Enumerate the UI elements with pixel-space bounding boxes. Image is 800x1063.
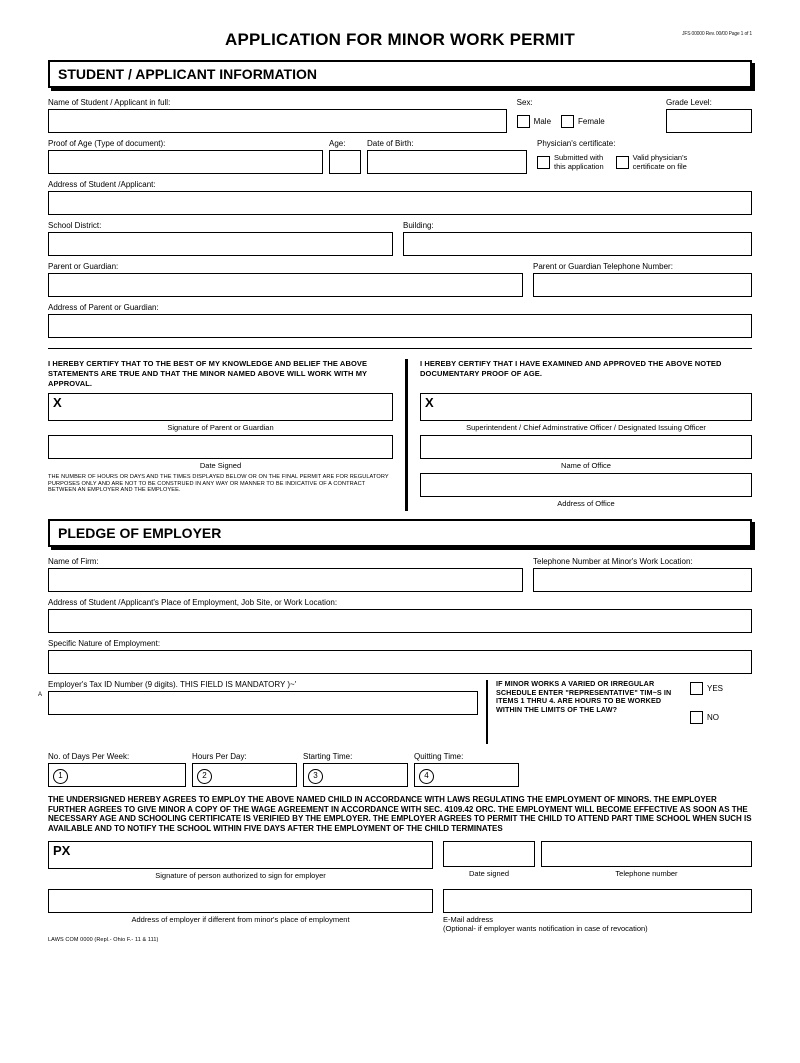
officer-signature-input[interactable] <box>420 393 752 421</box>
building-label: Building: <box>403 221 434 230</box>
parent-guardian-input[interactable] <box>48 273 523 297</box>
age-label: Age: <box>329 139 346 148</box>
employer-date-signed-caption: Date signed <box>468 869 510 879</box>
proof-of-age-label: Proof of Age (Type of document): <box>48 139 166 148</box>
employer-signature-row <box>48 841 752 883</box>
parent-signature-caption: Signature of Parent or Guardian <box>167 423 274 432</box>
parent-phone-label: Parent or Guardian Telephone Number: <box>533 262 673 271</box>
varied-divider <box>486 680 488 744</box>
page-title: APPLICATION FOR MINOR WORK PERMIT <box>224 30 576 49</box>
title-row <box>48 28 752 54</box>
footer-form-code: LAWS COM 0000 (Repl.- Ohio F.- 11 & 111) <box>48 937 159 944</box>
field-number-2: 2 <box>197 769 212 784</box>
parent-date-signed-input[interactable] <box>48 435 393 459</box>
firm-name-label: Name of Firm: <box>48 557 99 566</box>
employer-telephone-caption: Telephone number <box>615 869 678 879</box>
firm-name-input[interactable] <box>48 568 523 592</box>
employer-signature-caption: Signature of person authorized to sign for employer <box>155 871 326 881</box>
student-name-input[interactable] <box>48 109 507 133</box>
sex-male-option[interactable] <box>517 115 551 128</box>
quitting-time-label: Quitting Time: <box>414 752 464 761</box>
parent-address-label: Address of Parent or Guardian: <box>48 303 159 312</box>
officer-certification-text: I HEREBY CERTIFY THAT I HAVE EXAMINED AND APPROVED THE ABOVE NOTED DOCUMENTARY PROOF OF AGE. <box>420 359 722 378</box>
sex-male-label: Male <box>533 116 552 126</box>
varied-no-option[interactable] <box>690 711 752 724</box>
section-divider <box>48 348 752 349</box>
days-per-week-label: No. of Days Per Week: <box>48 752 130 761</box>
signature-x-mark: X <box>53 395 62 410</box>
nature-of-employment-label: Specific Nature of Employment: <box>48 639 161 648</box>
certification-divider <box>405 359 408 511</box>
certification-block <box>48 359 752 511</box>
tax-id-label: Employer's Tax ID Number (9 digits). THIS FIELD IS MANDATORY )~' <box>48 680 297 689</box>
grade-level-label: Grade Level: <box>666 98 712 107</box>
parent-address-field <box>48 303 752 338</box>
signature-x-mark: PX <box>53 843 71 859</box>
proof-age-dob-row <box>48 139 752 174</box>
work-phone-label: Telephone Number at Minor's Work Location: <box>533 557 693 566</box>
parent-address-input[interactable] <box>48 314 752 338</box>
proof-of-age-input[interactable] <box>48 150 323 174</box>
school-district-label: School District: <box>48 221 102 230</box>
physician-submitted-option[interactable] <box>537 153 604 171</box>
days-per-week-input[interactable] <box>48 763 186 787</box>
field-number-3: 3 <box>308 769 323 784</box>
checkbox-icon[interactable] <box>690 711 703 724</box>
parent-date-signed-caption: Date Signed <box>199 461 242 470</box>
work-address-field <box>48 598 752 633</box>
checkbox-icon[interactable] <box>537 156 550 169</box>
name-sex-grade-row <box>48 98 752 133</box>
signature-x-mark: X <box>425 395 434 410</box>
parent-guardian-label: Parent or Guardian: <box>48 262 119 271</box>
sex-label: Sex: <box>516 98 533 107</box>
student-section-title: STUDENT / APPLICANT INFORMATION <box>58 66 317 82</box>
employer-email-sublabel: (Optional- if employer wants notification in case of revocation) <box>443 924 648 934</box>
student-name-label: Name of Student / Applicant in full: <box>48 98 171 107</box>
employer-section-banner <box>48 519 752 547</box>
student-address-input[interactable] <box>48 191 752 215</box>
employer-agreement-text: THE UNDERSIGNED HEREBY AGREES TO EMPLOY THE ABOVE NAMED CHILD IN ACCORDANCE WITH LAWS REGULATING THE EMPLOYMENT OF MINORS. THE EMPLOYER FURTHER AGREES TO GIVE MINOR A COPY OF THE WAGE AGREEMENT IN ACCORDANCE WITH SEC. 4109.42 ORC. THE EMPLOYMENT WILL BECOME EFFECTIVE AS SOON AS THE NECESSARY AGE AND SCHOOLING CERTIFICATE IS VERIFIED BY THE EMPLOYER. THE EMPLOYER AGREES TO PERMIT THE CHILD TO ATTEND PART TIME SCHOOL WHEN SUCH IS AVAILABLE AND TO NOTIFY THE SCHOOL WITHIN FIVE DAYS AFTER THE EMPLOYMENT OF THE CHILD TERMINATES <box>48 795 752 833</box>
parent-certification-text: I HEREBY CERTIFY THAT TO THE BEST OF MY KNOWLEDGE AND BELIEF THE ABOVE STATEMENTS ARE TRUE AND THAT THE MINOR NAMED ABOVE WILL WORK WITH MY APPROVAL. <box>48 359 368 388</box>
parent-signature-input[interactable] <box>48 393 393 421</box>
date-of-birth-input[interactable] <box>367 150 527 174</box>
officer-certification <box>420 359 752 511</box>
taxid-side-mark: A <box>38 692 43 698</box>
student-address-label: Address of Student /Applicant: <box>48 180 156 189</box>
employer-address-email-row <box>48 889 752 933</box>
grade-level-input[interactable] <box>666 109 752 133</box>
form-code: JFS 00000 Rev. 00/00 Page 1 of 1 <box>682 31 752 37</box>
varied-no-label: NO <box>707 713 719 722</box>
starting-time-input[interactable] <box>303 763 408 787</box>
work-address-input[interactable] <box>48 609 752 633</box>
work-phone-input[interactable] <box>533 568 752 592</box>
parent-phone-input[interactable] <box>533 273 752 297</box>
hours-fineprint: THE NUMBER OF HOURS OR DAYS AND THE TIMES DISPLAYED BELOW OR ON THE FINAL PERMIT ARE FOR REGULATORY PURPOSES ONLY AND ARE NOT TO BE CONSTRUED IN ANY WAY OR MANNER TO BE INDICATIVE OF A CONTRACT BETWEEN AN EMPLOYER AND THE EMPLOYEE. <box>48 474 389 494</box>
physician-submitted-label: Submitted with this application <box>554 153 604 171</box>
office-address-caption: Address of Office <box>557 499 615 508</box>
quitting-time-input[interactable] <box>414 763 519 787</box>
checkbox-icon[interactable] <box>616 156 629 169</box>
employer-email-label: E-Mail address <box>443 915 494 925</box>
tax-id-input[interactable] <box>48 691 478 715</box>
parent-phone-row <box>48 262 752 297</box>
checkbox-icon[interactable] <box>517 115 530 128</box>
employer-email-input[interactable] <box>443 889 752 913</box>
office-name-caption: Name of Office <box>561 461 611 470</box>
sex-female-label: Female <box>578 116 605 126</box>
parent-certification <box>48 359 393 511</box>
officer-signature-caption: Superintendent / Chief Adminstrative Officer / Designated Issuing Officer <box>466 423 706 432</box>
employer-telephone-input[interactable] <box>541 841 752 867</box>
schedule-row <box>48 752 752 787</box>
hours-per-day-input[interactable] <box>192 763 297 787</box>
office-address-input[interactable] <box>420 473 752 497</box>
firm-phone-row <box>48 557 752 592</box>
varied-yes-label: YES <box>707 684 724 693</box>
age-input[interactable] <box>329 150 361 174</box>
employer-address-caption: Address of employer if different from minor's place of employment <box>131 915 350 925</box>
date-of-birth-label: Date of Birth: <box>367 139 414 148</box>
student-section-banner <box>48 60 752 88</box>
starting-time-label: Starting Time: <box>303 752 353 761</box>
employer-date-signed-input[interactable] <box>443 841 535 867</box>
nature-of-employment-input[interactable] <box>48 650 752 674</box>
building-input[interactable] <box>403 232 752 256</box>
varied-schedule-text: IF MINOR WORKS A VARIED OR IRREGULAR SCHEDULE ENTER "REPRESENTATIVE" TIM~S IN ITEMS 1 THRU 4. ARE HOURS TO BE WORKED WITHIN THE LIMITS OF THE LAW? <box>496 679 672 714</box>
employer-signature-input[interactable] <box>48 841 433 869</box>
physician-certificate-label: Physician's certificate: <box>537 139 616 148</box>
checkbox-icon[interactable] <box>561 115 574 128</box>
employer-address-input[interactable] <box>48 889 433 913</box>
employer-section-title: PLEDGE OF EMPLOYER <box>58 525 222 541</box>
student-address-field <box>48 180 752 215</box>
varied-yes-option[interactable] <box>690 682 752 695</box>
district-building-row <box>48 221 752 256</box>
office-name-input[interactable] <box>420 435 752 459</box>
school-district-input[interactable] <box>48 232 393 256</box>
field-number-4: 4 <box>419 769 434 784</box>
taxid-varied-row <box>38 679 752 744</box>
hours-per-day-label: Hours Per Day: <box>192 752 247 761</box>
physician-on-file-label: Valid physician's certificate on file <box>632 153 688 171</box>
sex-female-option[interactable] <box>561 115 605 128</box>
field-number-1: 1 <box>53 769 68 784</box>
physician-on-file-option[interactable] <box>616 153 688 171</box>
work-address-label: Address of Student /Applicant's Place of Employment, Job Site, or Work Location: <box>48 598 338 607</box>
checkbox-icon[interactable] <box>690 682 703 695</box>
nature-of-employment-field <box>48 639 752 674</box>
